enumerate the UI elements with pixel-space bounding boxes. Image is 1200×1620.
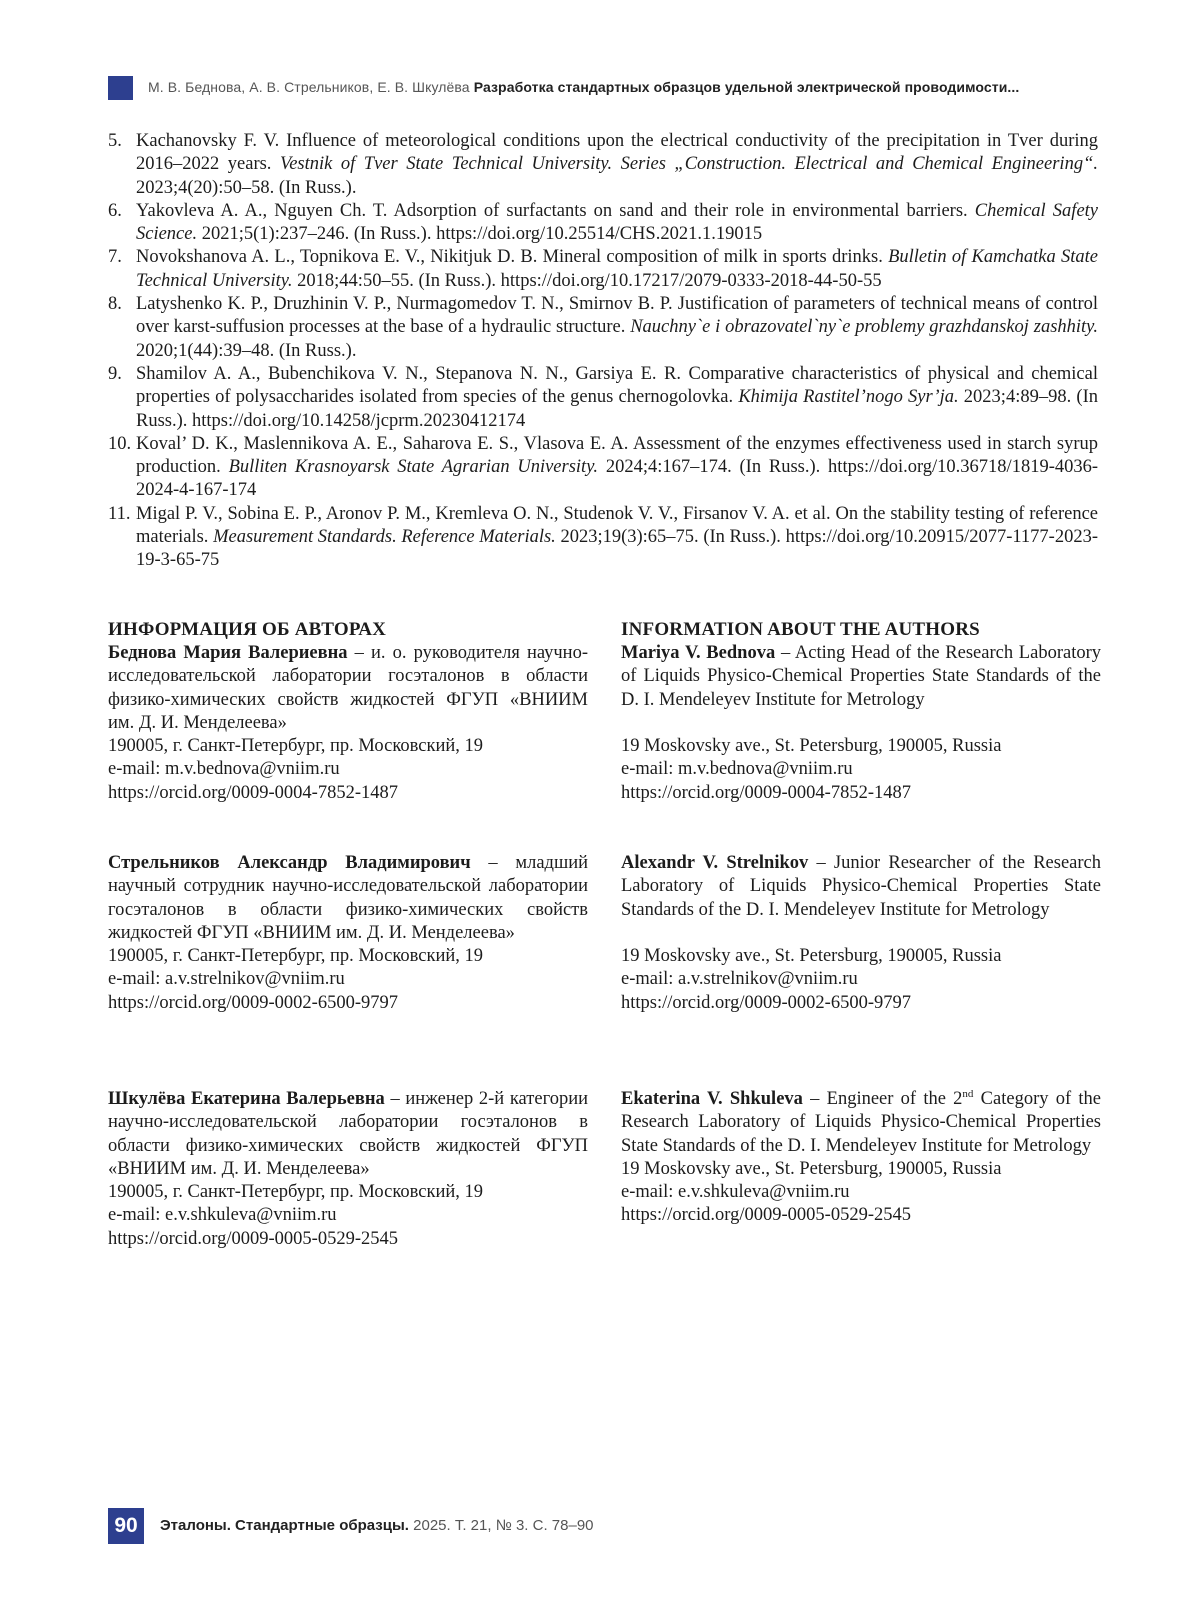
running-header — [108, 76, 1098, 100]
author-address: 19 Moskovsky ave., St. Petersburg, 190005, Russia — [621, 1158, 1002, 1179]
author-orcid-link[interactable]: https://orcid.org/0009-0002-6500-9797 — [108, 992, 398, 1013]
author-orcid-link[interactable]: https://orcid.org/0009-0004-7852-1487 — [108, 782, 398, 803]
reference-source: Vestnik of Tver State Technical University. Series „Construction. Electrical and Chemical Engineering“. — [279, 154, 1098, 175]
reference-item — [108, 363, 1098, 433]
reference-number: 7. — [108, 247, 122, 268]
author-bio — [108, 642, 588, 735]
reference-tail: 2023;4(20):50–58. (In Russ.). — [136, 177, 357, 198]
reference-number: 11. — [108, 503, 131, 524]
footer-citation — [160, 1517, 594, 1534]
citation-details: 2025. Т. 21, № 3. С. 78–90 — [408, 1517, 594, 1534]
author-address: 190005, г. Санкт-Петербург, пр. Московский, 19 — [108, 1182, 484, 1203]
author-email[interactable]: e-mail: a.v.strelnikov@vniim.ru — [108, 969, 345, 990]
reference-number: 8. — [108, 294, 122, 315]
header-color-block — [108, 76, 133, 100]
author-bio — [621, 852, 1101, 922]
authors-ru-column — [108, 618, 588, 1258]
journal-name: Эталоны. Стандартные образцы. — [160, 1517, 409, 1534]
author-en-block — [621, 642, 1101, 805]
page-footer — [108, 1508, 808, 1544]
reference-item — [108, 130, 1098, 200]
author-role: – младший научный сотрудник научно-исследовательской лаборатории госэталонов в области физико-химических свойств жидкостей ФГУП «ВНИИМ им. Д. И. Менделеева» — [108, 853, 589, 943]
author-en-block — [621, 1088, 1101, 1228]
author-name: Alexandr V. Strelnikov — [621, 853, 809, 873]
reference-tail: 2021;5(1):237–246. (In Russ.). https://doi.org/10.25514/CHS.2021.1.19015 — [197, 224, 763, 245]
author-ru-block — [108, 642, 588, 805]
reference-text: Shamilov A. A., Bubenchikova V. N., Stepanova N. N., Garsiya E. R. Comparative characteristics of physical and chemical properties of polysaccharides isolated from species of the genus chernogolovka. — [136, 363, 1098, 408]
author-role: – и. о. руководителя научно-исследовательской лаборатории госэталонов в области физико-химических свойств жидкостей ФГУП «ВНИИМ им. Д. И. Менделеева» — [108, 643, 588, 733]
author-bio — [621, 642, 1101, 712]
reference-tail: 2018;44:50–55. (In Russ.). https://doi.org/10.17217/2079-0333-2018-44-50-55 — [292, 270, 882, 291]
reference-tail: 2020;1(44):39–48. (In Russ.). — [136, 340, 357, 361]
author-name: Ekaterina V. Shkuleva — [621, 1089, 803, 1109]
author-email[interactable]: e-mail: e.v.shkuleva@vniim.ru — [621, 1182, 850, 1203]
reference-text: Kachanovsky F. V. Influence of meteorological conditions upon the electrical conductivity of the precipitation in Tver during 2016–2022 years. — [136, 131, 1098, 175]
author-address: 19 Moskovsky ave., St. Petersburg, 190005, Russia — [621, 946, 1002, 967]
author-role: – Junior Researcher of the Research Laboratory of Liquids Physico-Chemical Properties State Standards of the D. I. Mendeleyev Institute for Metrology — [621, 853, 1101, 920]
reference-tail: 2023;19(3):65–75. (In Russ.). https://doi.org/10.20915/2077-1177-2023-19-3-65-75 — [136, 527, 1099, 571]
author-bio — [108, 1088, 588, 1181]
header-text — [148, 79, 1019, 95]
reference-item — [108, 433, 1098, 503]
author-bio — [621, 1088, 1101, 1158]
author-address: 190005, г. Санкт-Петербург, пр. Московский, 19 — [108, 736, 484, 757]
reference-item — [108, 503, 1098, 573]
author-role: – Acting Head of the Research Laboratory of Liquids Physico-Chemical Properties State Standards of the D. I. Mendeleyev Institute for Metrology — [621, 643, 1101, 710]
reference-list — [108, 130, 1098, 573]
author-orcid-link[interactable]: https://orcid.org/0009-0004-7852-1487 — [621, 782, 911, 803]
reference-number: 9. — [108, 363, 122, 384]
reference-tail: 2024;4:167–174. (In Russ.). https://doi.org/10.36718/1819-4036-2024-4-167-174 — [136, 457, 1099, 501]
reference-number: 6. — [108, 200, 122, 221]
reference-text: Novokshanova A. L., Topnikova E. V., Nikitjuk D. B. Mineral composition of milk in sports drinks. — [136, 247, 889, 268]
author-email[interactable]: e-mail: m.v.bednova@vniim.ru — [108, 759, 340, 780]
reference-item — [108, 246, 1098, 293]
reference-source: Measurement Standards. Reference Materials. — [213, 527, 556, 548]
author-orcid-link[interactable]: https://orcid.org/0009-0005-0529-2545 — [108, 1228, 398, 1249]
header-title: Разработка стандартных образцов удельной электрической проводимости... — [473, 79, 1020, 95]
author-bio — [108, 852, 588, 945]
spacer — [621, 712, 1101, 735]
author-email[interactable]: e-mail: e.v.shkuleva@vniim.ru — [108, 1205, 337, 1226]
reference-text: Yakovleva A. A., Nguyen Ch. T. Adsorption of surfactants on sand and their role in environmental barriers. — [136, 200, 975, 221]
reference-item — [108, 293, 1098, 363]
author-role: – инженер 2-й категории научно-исследовательской лаборатории госэталонов в области физико-химических свойств жидкостей ФГУП «ВНИИМ им. Д. И. Менделеева» — [108, 1089, 588, 1179]
author-role: Category of the Research Laboratory of Liquids Physico-Chemical Properties State Standards of the D. I. Mendeleyev Institute for Metrology — [621, 1089, 1101, 1156]
reference-source: Khimija Rastitel’nogo Syr’ja. — [738, 387, 959, 408]
author-orcid-link[interactable]: https://orcid.org/0009-0002-6500-9797 — [621, 992, 911, 1013]
author-name: Шкулёва Екатерина Валерьевна — [108, 1089, 385, 1109]
reference-source: Nauchny`e i obrazovatel`ny`e problemy grazhdanskoj zashhity. — [630, 317, 1098, 338]
author-name: Беднова Мария Валериевна — [108, 643, 348, 663]
authors-en-heading: INFORMATION ABOUT THE AUTHORS — [621, 619, 980, 640]
author-orcid-link[interactable]: https://orcid.org/0009-0005-0529-2545 — [621, 1205, 911, 1226]
reference-item — [108, 200, 1098, 247]
reference-source: Bulletin of Kamchatka State Technical University. — [136, 247, 1098, 291]
reference-number: 10. — [108, 433, 132, 454]
author-ru-block — [108, 852, 588, 1015]
reference-text: Koval’ D. K., Maslennikova A. E., Saharova E. S., Vlasova E. A. Assessment of the enzymes effectiveness used in starch syrup production. — [136, 433, 1098, 478]
reference-number: 5. — [108, 131, 122, 151]
author-role-superscript: nd — [962, 1087, 974, 1100]
author-name: Стрельников Александр Владимирович — [108, 853, 471, 873]
spacer — [621, 922, 1101, 945]
author-name: Mariya V. Bednova — [621, 643, 776, 663]
reference-source: Bulliten Krasnoyarsk State Agrarian University. — [228, 457, 599, 478]
author-address: 19 Moskovsky ave., St. Petersburg, 190005, Russia — [621, 736, 1002, 757]
author-role: – Engineer of the 2 — [802, 1089, 963, 1109]
page-number: 90 — [108, 1508, 144, 1544]
reference-source: Chemical Safety Science. — [136, 200, 1099, 245]
authors-en-column — [621, 618, 1101, 1258]
header-authors: М. В. Беднова, А. В. Стрельников, Е. В. Шкулёва — [148, 79, 470, 95]
author-ru-block — [108, 1088, 588, 1251]
author-email[interactable]: e-mail: m.v.bednova@vniim.ru — [621, 759, 853, 780]
author-email[interactable]: e-mail: a.v.strelnikov@vniim.ru — [621, 969, 858, 990]
reference-tail: 2023;4:89–98. (In Russ.). https://doi.org/10.14258/jcprm.20230412174 — [136, 387, 1098, 431]
reference-text: Migal P. V., Sobina E. P., Aronov P. M., Kremleva O. N., Studenok V. V., Firsanov V. A. et al. On the stability testing of reference materials. — [136, 503, 1098, 548]
authors-ru-heading: ИНФОРМАЦИЯ ОБ АВТОРАХ — [108, 619, 387, 640]
author-en-block — [621, 852, 1101, 1015]
reference-text: Latyshenko K. P., Druzhinin V. P., Nurmagomedov T. N., Smirnov B. P. Justification of parameters of technical means of control over karst-suffusion processes at the base of a hydraulic structure. — [136, 294, 1098, 338]
author-address: 190005, г. Санкт-Петербург, пр. Московский, 19 — [108, 946, 484, 967]
